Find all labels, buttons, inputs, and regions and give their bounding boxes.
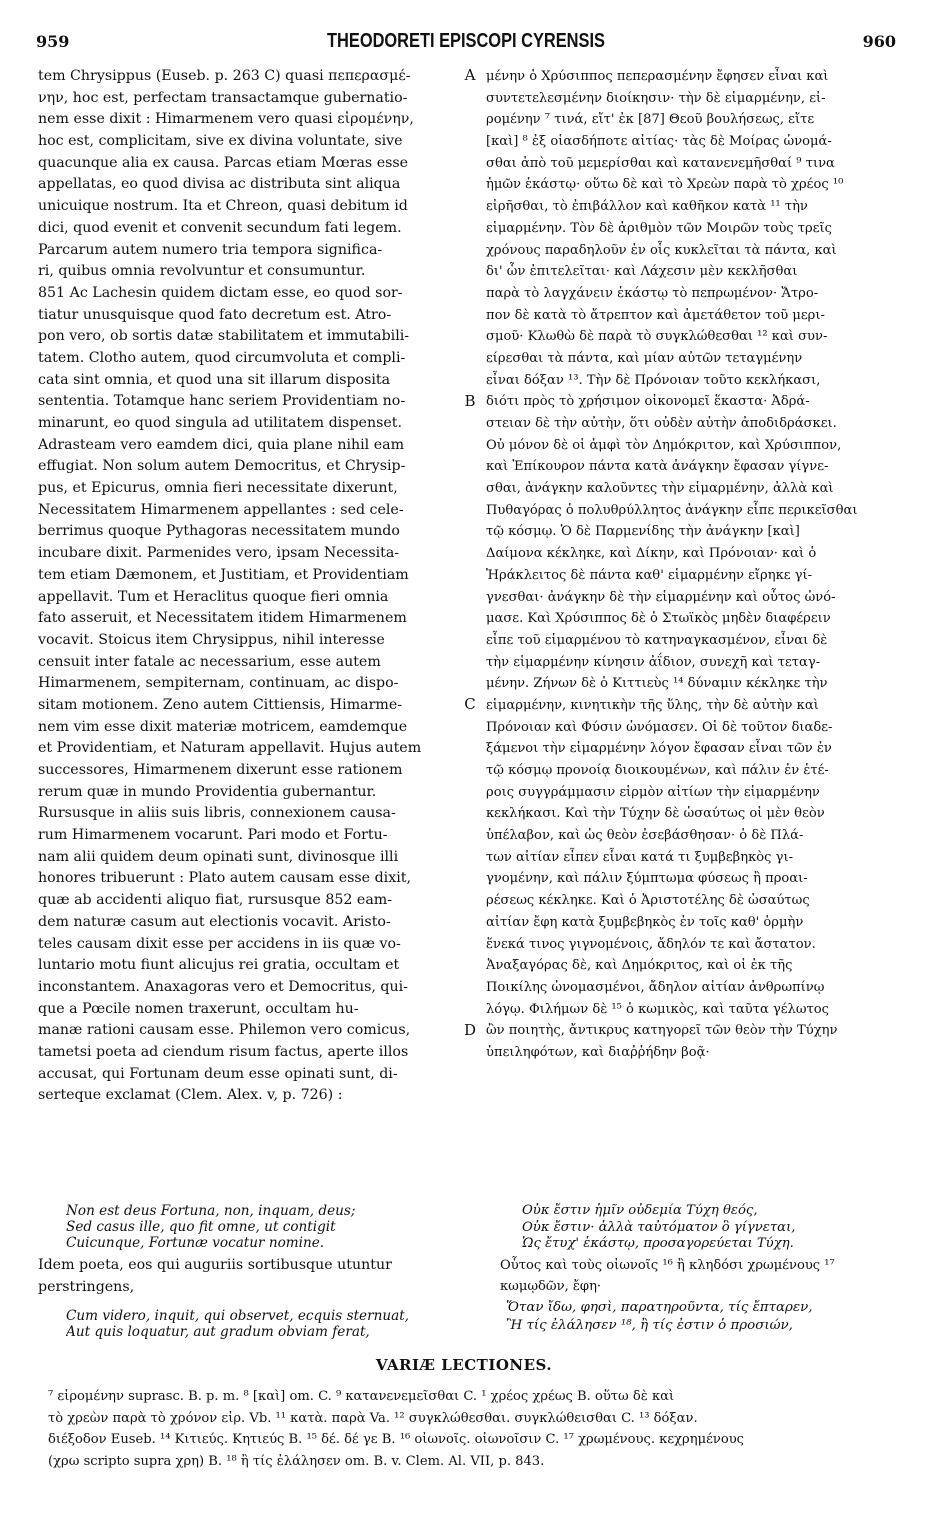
greek-text-line: Ποικίλης ὠνομασμένοι, ἄδηλον αἰτίαν ἀνθρωπίνῳ xyxy=(486,979,825,995)
greek-text-line: καὶ Ἐπίκουρον πάντα κατὰ ἀνάγκην ἔφασαν γίγνε- xyxy=(486,459,829,475)
latin-text-line: censuit inter fatale ac necessarium, esse autem xyxy=(38,653,381,670)
greek-verse-quotation-2 xyxy=(506,1299,901,1335)
greek-text-line: τῷ κόσμῳ προνοίᾳ διοικουμένων, καὶ πάλιν ἐν ἑτέ- xyxy=(486,763,829,778)
latin-verse-quotation-2 xyxy=(66,1308,466,1340)
greek-text-line: εἱμαρμένην, κινητικὴν τῆς ὕλης, τὴν δὲ αὐτὴν καὶ xyxy=(486,697,819,713)
latin-text-line: incubare dixit. Parmenides vero, ipsam Necessita- xyxy=(38,545,400,562)
note-line: τὸ χρεὼν παρὰ τὸ χρόνον εἰρ. Vb. ¹¹ κατὰ. παρὰ Va. ¹² συγκλώθεσθαι. συγκλώθεισθαι C. ¹³ δόξαν. xyxy=(48,1410,698,1426)
greek-text-line: αἰτίαν ἔφη κατὰ ξυμβεβηκὸς ἐν τοῖς καθ' ὁρμὴν xyxy=(486,914,804,930)
latin-text-line: minarunt, eo quod singula ad utilitatem dispenset. xyxy=(38,415,402,431)
latin-text-line: fato asseruit, et Necessitatem itidem Himarmenem xyxy=(38,610,407,627)
greek-verse-line: Οὐκ ἔστιν· ἀλλὰ ταὐτόματον ὃ γίγνεται, xyxy=(522,1219,796,1235)
greek-text-line: εἰρῆσθαι, τὸ ἐπιβάλλον καὶ καθῆκον κατὰ ¹¹ τὴν xyxy=(486,199,808,215)
greek-text-line: των αἰτίαν εἶπεν εἶναι κατά τι ξυμβεβηκὸς γι- xyxy=(486,849,794,865)
greek-text-line: ροις συγγράμμασιν εἱρμὸν αἰτίων τὴν εἱμαρμένην xyxy=(486,784,820,800)
greek-text-line: γνεσθαι· ἀνάγκην δὲ τὴν εἱμαρμένην καὶ οὗτος ὠνό- xyxy=(486,589,836,605)
latin-text-line: dici, quod evenit et convenit secundum fati legem. xyxy=(38,219,402,236)
latin-verse-line: Sed casus ille, quo fit omne, ut contigit xyxy=(66,1219,336,1235)
greek-text-line: μασε. Καὶ Χρύσιππος δὲ ὁ Στωϊκὸς μηδὲν διαφέρειν xyxy=(486,611,831,627)
latin-text-line: unicuique nostrum. Ita et Chreon, quasi debitum id xyxy=(38,198,408,215)
greek-text-line: ἕνεκά τινος γιγνομένοις, ἄδηλόν τε καὶ ἄστατον. xyxy=(486,936,816,952)
running-title: THEODORETI EPISCOPI CYRENSIS xyxy=(327,30,605,52)
greek-text-line: Ἀναξαγόρας δὲ, καὶ Δημόκριτος, καὶ οἱ ἐκ τῆς xyxy=(486,958,793,974)
variae-lectiones-heading: VARIÆ LECTIONES. xyxy=(375,1356,553,1374)
latin-text-line: nem vim esse dixit materiæ motricem, eamdemque xyxy=(38,718,408,735)
greek-text-line: ξάμενοι τὴν εἱμαρμένην λόγον ἔφασαν εἶναι τῶν ἐν xyxy=(486,741,832,757)
greek-text-line: ρέσεως κέκληκε. Καὶ ὁ Ἀριστοτέλης δὲ ὡσαύτως xyxy=(486,893,810,909)
greek-text-line: είρεσθαι τὰ πάντα, καὶ μίαν αὐτῶν τεταγμένην xyxy=(486,350,803,366)
greek-text-line: εἶναι δόξαν ¹³. Τὴν δὲ Πρόνοιαν τοῦτο κεκλήκασι, xyxy=(486,372,821,388)
latin-text-line: manæ rationi causam esse. Philemon vero comicus, xyxy=(38,1022,411,1039)
latin-verse-line: Aut quis loquatur, aut gradum obviam ferat, xyxy=(66,1324,370,1340)
latin-text-line: pon vero, ob sortis datæ stabilitatem et immutabili- xyxy=(38,328,410,345)
greek-text-line: χρόνους παραδηλοῦν ἐν οἷς κυκλεῖται τὰ πάντα, καὶ xyxy=(486,242,837,258)
greek-text-line: λόγῳ. Φιλήμων δὲ ¹⁵ ὁ κωμικὸς, καὶ ταῦτα γέλωτος xyxy=(486,1001,829,1017)
greek-verse-line: Ἢ τίς ἐλάλησεν ¹⁸, ἢ τίς ἐστιν ὁ προσιών, xyxy=(506,1318,793,1333)
greek-text-line: Πρόνοιαν καὶ Φύσιν ὠνόμασεν. Οἱ δὲ τοῦτον διαδε- xyxy=(486,719,833,735)
greek-after-verse-text xyxy=(500,1255,900,1297)
greek-text-line: κεκλήκασι. Καὶ τὴν Τύχην δὲ ὡσαύτως οἱ μὲν θεὸν xyxy=(486,806,825,822)
latin-text-line: rum Himarmenem vocarunt. Pari modo et Fortu- xyxy=(38,827,388,844)
latin-verse-line: Cum videro, inquit, qui observet, ecquis sternuat, xyxy=(66,1308,409,1324)
greek-text-line: διότι πρὸς τὸ χρήσιμον οἰκονομεῖ ἕκαστα· Ἀδρά- xyxy=(486,394,810,410)
latin-text-line: appellatas, eo quod divisa ac distributa sint aliqua xyxy=(38,176,401,193)
page-header xyxy=(36,30,896,58)
latin-text-line: effugiat. Non solum autem Democritus, et Chrysip- xyxy=(38,458,406,475)
latin-text-line: pus, et Epicurus, omnia fieri necessitate dixerunt, xyxy=(38,480,398,497)
greek-text-line: Ἡράκλειτος δὲ πάντα καθ' εἱμαρμένην εἴρηκε γί- xyxy=(486,567,813,583)
greek-text-line: τῷ κόσμῳ. Ὁ δὲ Παρμενίδης τὴν ἀνάγκην [καὶ] xyxy=(486,524,800,540)
greek-verse-line: Ὡς ἔτυχ' ἑκάστῳ, προσαγορεύεται Τύχη. xyxy=(522,1236,794,1251)
latin-text-line: nem esse dixit : Himarmenem vero quasi εἰρομένην, xyxy=(38,111,414,128)
greek-text-line: στειαν δὲ τὴν αὐτὴν, ὅτι οὐδὲν αὐτὴν ἀποδιδράσκει. xyxy=(486,416,837,431)
latin-text-line: dem naturæ casum aut electionis vocavit. Aristo- xyxy=(38,913,391,930)
greek-text-line: δι' ὧν ἐπιτελεῖται· καὶ Λάχεσιν μὲν κεκλῆσθαι xyxy=(486,264,798,280)
greek-text-line: ὑπέλαβον, καὶ ὡς θεὸν ἐσεβάσθησαν· ὁ δὲ Πλά- xyxy=(486,828,804,844)
latin-text-line: sitam motionem. Zeno autem Cittiensis, Himarme- xyxy=(38,696,403,713)
latin-verse-line: Non est deus Fortuna, non, inquam, deus; xyxy=(66,1203,356,1219)
latin-text-line: appellavit. Tum et Heraclitus quoque fieri omnia xyxy=(38,588,389,605)
greek-text-line: Οὐ μόνον δὲ οἱ ἀμφὶ τὸν Δημόκριτον, καὶ Χρύσιππον, xyxy=(486,437,842,453)
greek-text-line: εἶπε τοῦ εἱμαρμένου τὸ κατηναγκασμένον, εἶναι δὲ xyxy=(486,632,828,648)
margin-section-letter: B xyxy=(464,391,476,410)
greek-verse-quotation xyxy=(522,1203,902,1253)
latin-text-line: teles causam dixit esse per accidens in iis quæ vo- xyxy=(38,935,401,952)
greek-text-line: [καὶ] ⁸ ἐξ οἱασδήποτε αἰτίας· τὰς δὲ Μοίρας ὠνομά- xyxy=(486,134,832,150)
greek-column xyxy=(486,66,898,1064)
latin-text-line: serteque exclamat (Clem. Alex. v, p. 726) : xyxy=(38,1087,343,1104)
greek-text-line: τὴν εἱμαρμένην κίνησιν ἀΐδιον, συνεχῆ καὶ τεταγ- xyxy=(486,654,821,670)
latin-text-line: tiatur unusquisque quod fato decretum est. Atro- xyxy=(38,306,392,323)
latin-text-line: quacunque alia ex causa. Parcas etiam Mœras esse xyxy=(38,154,409,171)
latin-text-line: 851 Ac Lachesin quidem dictam esse, eo quod sor- xyxy=(38,284,403,301)
latin-text-line: luntario motu fiunt alicujus rei gratia, occultam et xyxy=(38,957,400,974)
greek-text-line: πον δὲ κατὰ τὸ ἄτρεπτον καὶ ἀμετάθετον τοῦ μερι- xyxy=(486,307,825,323)
greek-text-line: κωμῳδῶν, ἔφη· xyxy=(500,1279,602,1294)
greek-text-line: σθαι, ἀνάγκην καλοῦντες τὴν εἱμαρμένην, ἀλλὰ καὶ xyxy=(486,481,834,497)
greek-text-line: ἡμῶν ἑκάστῳ· οὕτω δὲ καὶ τὸ Χρεὼν παρὰ τὸ χρέος ¹⁰ xyxy=(486,177,844,193)
latin-text-line: sententia. Totamque hanc seriem Providentiam no- xyxy=(38,393,406,410)
latin-verse-line: Cuicunque, Fortunæ vocatur nomine. xyxy=(66,1235,325,1251)
greek-text-line: Δαίμονα κέκληκε, καὶ Δίκην, καὶ Πρόνοιαν· καὶ ὁ xyxy=(486,546,817,562)
latin-text-line: tatem. Clotho autem, quod circumvoluta et compli- xyxy=(38,349,406,366)
margin-section-letter: C xyxy=(464,695,476,714)
margin-section-letter: A xyxy=(464,66,476,84)
latin-text-line: tem Chrysippus (Euseb. p. 263 C) quasi πεπερασμέ- xyxy=(38,68,411,84)
latin-text-line: cata sint omnia, et quod una sit illarum disposita xyxy=(38,371,391,388)
latin-text-line: inconstantem. Anaxagoras vero et Democritus, qui- xyxy=(38,978,408,995)
greek-text-line: ὢν ποιητὴς, ἄντικρυς κατηγορεῖ τῶν θεὸν τὴν Τύχην xyxy=(486,1023,838,1039)
note-line: (χρω scripto supra χρη) B. ¹⁸ ἢ τίς ἐλάλησεν om. B. v. Clem. Al. VII, p. 843. xyxy=(48,1453,545,1469)
latin-text-line: νην, hoc est, perfectam transactamque gubernatio- xyxy=(38,89,408,106)
textual-notes xyxy=(48,1386,898,1472)
latin-text-line: successores, Himarmenem dixerunt esse rationem xyxy=(38,762,403,778)
greek-text-line: συντετελεσμένην διοίκησιν· τὴν δὲ εἱμαρμένην, εἰ- xyxy=(486,90,826,106)
latin-text-line: vocavit. Stoicus item Chrysippus, nihil interesse xyxy=(38,631,385,648)
latin-after-verse-text xyxy=(38,1255,458,1298)
note-line: ⁷ εἱρομένην suprasc. B. p. m. ⁸ [καὶ] om. C. ⁹ κατανενεμεῖσθαι C. ¹ χρέος χρέως B. οὕτω δὲ καὶ xyxy=(48,1389,675,1404)
latin-text-line: hoc est, complicitam, sive ex divina voluntate, sive xyxy=(38,133,403,150)
latin-text-line: rerum quæ in mundo Providentia gubernantur. xyxy=(38,783,377,800)
latin-text-line: Himarmenem, sempiternam, continuam, ac dispo- xyxy=(38,675,399,692)
latin-text-line: tem etiam Dæmonem, et Justitiam, et Providentiam xyxy=(38,566,409,583)
greek-text-line: Οὗτος καὶ τοὺς οἰωνοῖς ¹⁶ ἢ κληδόσι χρωμένους ¹⁷ xyxy=(500,1258,835,1273)
greek-text-line: Πυθαγόρας ὁ πολυθρύλλητος ἀνάγκην εἶπε περικεῖσθαι xyxy=(486,502,858,518)
greek-text-line: μένην. Ζήνων δὲ ὁ Κιττιεὺς ¹⁴ δύναμιν κέκληκε τὴν xyxy=(486,676,828,692)
page-number-left: 959 xyxy=(36,32,70,51)
latin-text-line: tametsi poeta ad ciendum risum factus, aperte illos xyxy=(38,1043,409,1060)
latin-text-line: Rursusque in aliis suis libris, connexionem causa- xyxy=(38,805,396,822)
greek-text-line: ὑπειληφότων, καὶ διαῤῥήδην βοᾷ· xyxy=(486,1044,710,1060)
greek-verse-line: Οὐκ ἔστιν ἡμῖν οὐδεμία Τύχη θεός, xyxy=(522,1203,758,1218)
greek-text-line: σμοῦ· Κλωθὼ δὲ παρὰ τὸ συγκλώθεσθαι ¹² καὶ συν- xyxy=(486,329,828,345)
latin-text-line: perstringens, xyxy=(38,1278,135,1295)
latin-text-line: Parcarum autem numero tria tempora significa- xyxy=(38,241,383,258)
page-number-right: 960 xyxy=(862,32,896,51)
latin-text-line: quæ ab accidenti aliquo fiat, rursusque 852 eam- xyxy=(38,892,393,909)
greek-text-line: γνομένην, καὶ πάλιν ξύμπτωμα φύσεως ἢ προαι- xyxy=(486,871,808,887)
greek-text-line: μένην ὁ Χρύσιππος πεπερασμένην ἔφησεν εἶναι καὶ xyxy=(486,69,829,84)
greek-text-line: σθαι ἀπὸ τοῦ μεμερίσθαι καὶ κατανενεμῆσθαί ⁹ τινα xyxy=(486,155,835,171)
note-line: διέξοδον Euseb. ¹⁴ Κιτιεύς. Κητιεύς B. ¹⁵ δέ. δέ γε B. ¹⁶ οἰωνοῖς. οἰωνοῖσιν C. ¹⁷ χρωμένους. κεχρημένους xyxy=(48,1432,745,1447)
latin-text-line: accusat, qui Fortunam deum esse opinati sunt, di- xyxy=(38,1065,398,1082)
greek-text-line: ρομένην ⁷ τινά, εἴτ' ἐκ [87] Θεοῦ βουλήσεως, εἴτε xyxy=(486,112,815,128)
latin-text-line: ri, quibus omnia revolvuntur et consumuntur. xyxy=(38,263,366,280)
margin-section-letter: D xyxy=(463,1020,477,1039)
latin-text-line: Idem poeta, eos qui auguriis sortibusque utuntur xyxy=(38,1257,392,1273)
latin-verse-quotation xyxy=(66,1203,466,1251)
latin-text-line: que a Pœcile nomen traxerunt, occultam hu- xyxy=(38,1000,359,1017)
latin-text-line: berrimus quoque Pythagoras necessitatem mundo xyxy=(38,523,400,540)
greek-verse-line: Ὅταν ἴδω, φησὶ, παρατηροῦντα, τίς ἔπταρεν, xyxy=(506,1300,813,1315)
latin-text-line: honores tribuerunt : Plato autem causam esse dixit, xyxy=(38,870,411,887)
greek-text-line: παρὰ τὸ λαγχάνειν ἑκάστῳ τὸ πεπρωμένον· Ἄτρο- xyxy=(486,285,819,301)
greek-text-line: εἱμαρμένην. Τὸν δὲ ἀριθμὸν τῶν Μοιρῶν τοὺς τρεῖς xyxy=(486,220,832,236)
latin-text-line: nam alii quidem deum opinati sunt, divinosque illi xyxy=(38,848,399,865)
latin-column xyxy=(38,66,458,1107)
latin-text-line: Necessitatem Himarmenem appellantes : sed cele- xyxy=(38,501,404,518)
latin-text-line: et Providentiam, et Naturam appellavit. Hujus autem xyxy=(38,740,422,757)
latin-text-line: Adrasteam vero eamdem dici, quia plane nihil eam xyxy=(38,436,405,453)
